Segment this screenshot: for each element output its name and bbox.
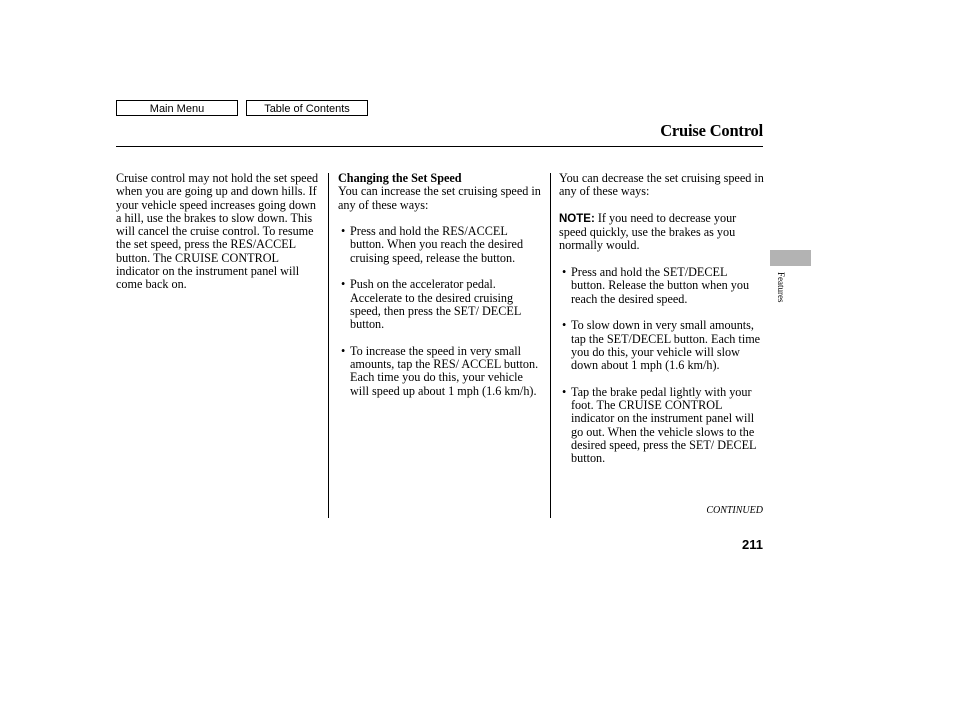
section-tab-marker [770,250,811,266]
list-item: • To slow down in very small amounts, tap the SET/DECEL button. Each time you do this, your vehicle will slow down about 1 mph (1.6 km/h). [559,319,764,372]
side-section-label: Features [776,272,786,303]
paragraph: Cruise control may not hold the set speed when you are going up and down hills. If your vehicle speed increases going down a hill, use the brakes to slow down. This will cancel the cruise control. To resume the set speed, press the RES/ACCEL button. The CRUISE CONTROL indicator on the instrument panel will come back on. [116,171,319,292]
page-title: Cruise Control [660,121,763,140]
column-1 [116,172,324,292]
note-label: NOTE: [559,212,595,225]
column-divider [328,173,329,518]
list-item: • Press and hold the SET/DECEL button. Release the button when you reach the desired speed. [559,266,764,306]
bullet-list [559,266,764,465]
note-text: If you need to decrease your speed quickly, use the brakes as you normally would. [559,210,737,253]
continued-label: CONTINUED [706,505,763,516]
column-3 [559,172,764,466]
bullet-list [338,225,543,398]
table-of-contents-button[interactable]: Table of Contents [246,100,368,116]
list-item: • Press and hold the RES/ACCEL button. When you reach the desired cruising speed, release the button. [338,225,543,265]
paragraph: You can increase the set cruising speed in any of these ways: [338,184,541,212]
column-2 [338,172,543,398]
list-item: • Tap the brake pedal lightly with your foot. The CRUISE CONTROL indicator on the instrument panel will go out. When the vehicle slows to the desired speed, press the SET/ DECEL button. [559,386,764,466]
list-item: • To increase the speed in very small amounts, tap the RES/ ACCEL button. Each time you do this, your vehicle will speed up about 1 mph (1.6 km/h). [338,345,543,398]
note-paragraph [559,212,764,253]
main-menu-button[interactable]: Main Menu [116,100,238,116]
title-rule [116,146,763,147]
paragraph: You can decrease the set cruising speed in any of these ways: [559,171,764,199]
list-item: • Push on the accelerator pedal. Accelerate to the desired cruising speed, then press the SET/ DECEL button. [338,278,543,331]
column-divider [550,173,551,518]
section-heading: Changing the Set Speed [338,171,462,185]
page-number: 211 [742,537,763,552]
